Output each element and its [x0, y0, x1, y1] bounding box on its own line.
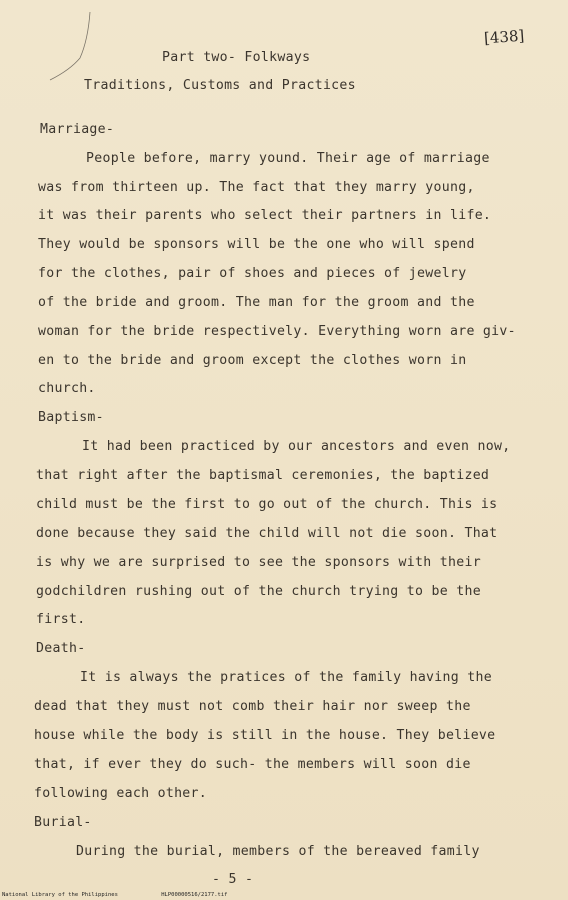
- paragraph-line: house while the body is still in the house. They believe: [34, 728, 496, 743]
- heading-marriage: Marriage-: [40, 122, 115, 137]
- section-subtitle: Traditions, Customs and Practices: [84, 78, 356, 93]
- paragraph-line: for the clothes, pair of shoes and pieces of jewelry: [38, 266, 467, 281]
- paragraph-line: first.: [36, 612, 86, 627]
- paragraph-line: that right after the baptismal ceremonies, the baptized: [36, 468, 490, 483]
- paragraph-line: following each other.: [34, 786, 208, 801]
- scan-footer: [2, 892, 267, 899]
- paragraph-line: woman for the bride respectively. Everything worn are giv-: [38, 324, 516, 339]
- heading-death: Death-: [36, 641, 86, 656]
- paragraph-line: It had been practiced by our ancestors and even now,: [82, 439, 511, 454]
- paragraph-line: en to the bride and groom except the clothes worn in: [38, 353, 467, 368]
- paragraph-line: dead that they must not comb their hair nor sweep the: [34, 699, 471, 714]
- paragraph-line: was from thirteen up. The fact that they marry young,: [38, 180, 475, 195]
- paragraph-line: done because they said the child will not die soon. That: [36, 526, 498, 541]
- footer-file-id: HLP00000516/2177.tif: [161, 892, 228, 898]
- page-number: - 5 -: [212, 872, 254, 887]
- paragraph-line: it was their parents who select their partners in life.: [38, 208, 492, 223]
- paragraph-line: It is always the pratices of the family having the: [80, 670, 492, 685]
- archive-number-annotation: [438]: [483, 26, 525, 48]
- heading-burial: Burial-: [34, 815, 92, 830]
- footer-library-name: National Library of the Philippines: [2, 892, 118, 898]
- paragraph-line: of the bride and groom. The man for the groom and the: [38, 295, 475, 310]
- paragraph-line: During the burial, members of the bereaved family: [76, 844, 480, 859]
- paragraph-line: People before, marry yound. Their age of marriage: [86, 151, 490, 166]
- paragraph-line: They would be sponsors will be the one who will spend: [38, 237, 475, 252]
- paragraph-line: church.: [38, 381, 96, 396]
- heading-baptism: Baptism-: [38, 410, 104, 425]
- paragraph-line: child must be the first to go out of the church. This is: [36, 497, 498, 512]
- section-title: Part two- Folkways: [162, 50, 311, 65]
- paragraph-line: godchildren rushing out of the church trying to be the: [36, 584, 481, 599]
- paragraph-line: that, if ever they do such- the members will soon die: [34, 757, 471, 772]
- paragraph-line: is why we are surprised to see the sponsors with their: [36, 555, 481, 570]
